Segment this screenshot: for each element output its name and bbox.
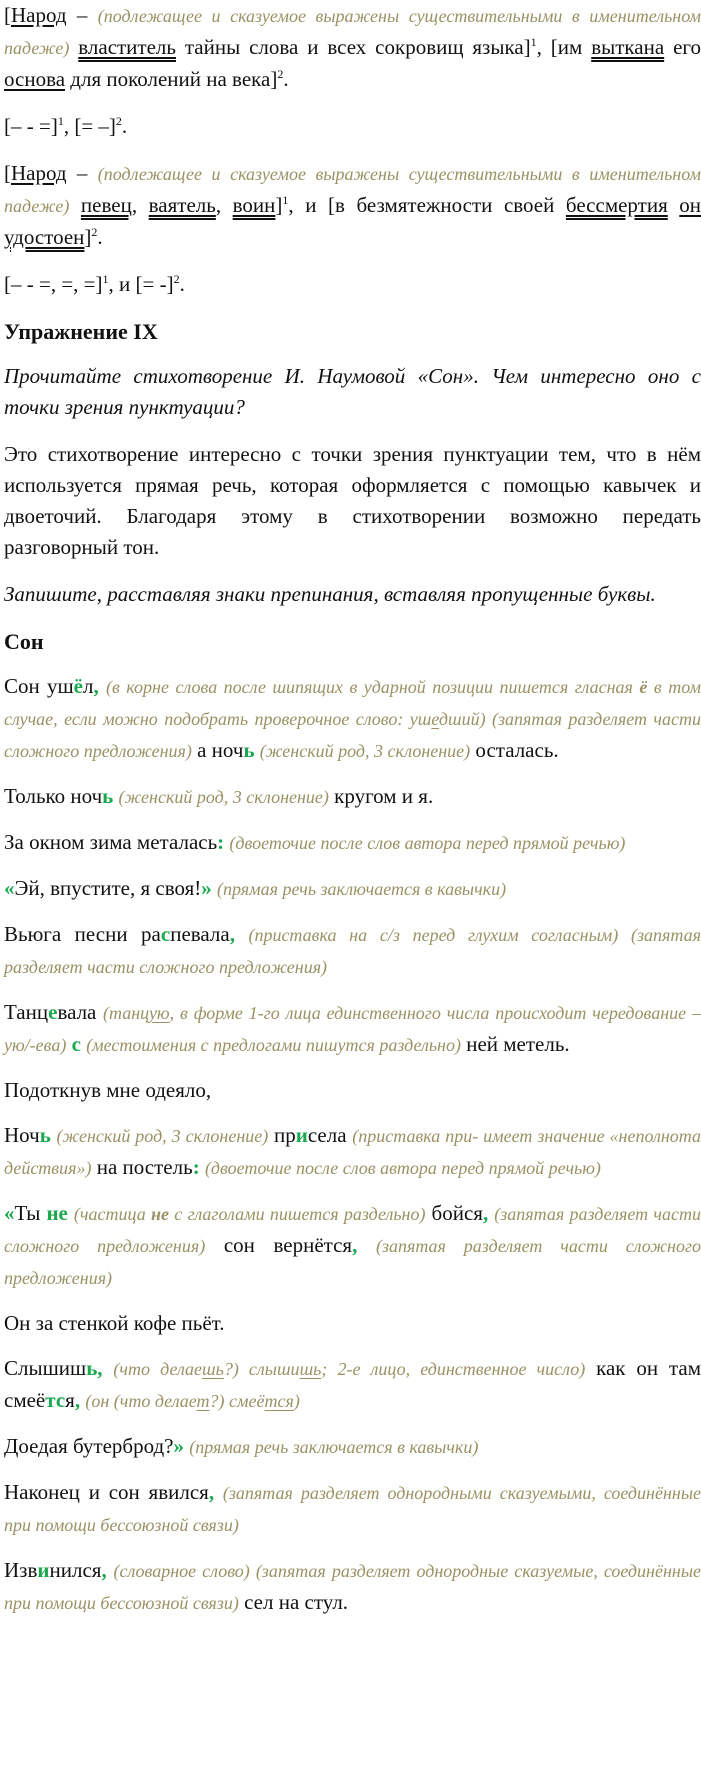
comment: (он (что делает?) смеётся) <box>85 1391 300 1411</box>
predicate-word: певец <box>80 193 132 217</box>
scheme-2: [‒ - =, =, =]$^1$, и [= -]$^2$. <box>4 272 185 296</box>
poem-line-5: Вьюга песни распевала, (приставка на с/з перед глухим согласным) (запятая разделяет части сложного предложения) <box>4 922 701 977</box>
scheme-1: [‒ - =]$^1$, [= ‒]$^2$. <box>4 114 128 138</box>
comment: (местоимения с предлогами пишутся раздельно) <box>86 1035 461 1055</box>
subject-word: Народ <box>11 3 67 27</box>
text: его <box>664 35 701 59</box>
inserted-letter: е <box>48 1000 58 1024</box>
poem-line-13: Наконец и сон явился, (запятая разделяет однородными сказуемыми, соединённые при помощи бессоюзной связи) <box>4 1480 701 1535</box>
comment: (женский род, 3 склонение) <box>259 741 471 761</box>
inserted-punct: , <box>352 1233 358 1257</box>
poem-line-2: Только ночь (женский род, 3 склонение) кругом и я. <box>4 784 434 808</box>
poem-line-6: Танцевала (танцую, в форме 1-го лица единственного числа происходит чередование –ую/-ева) с (местоимения с предлогами пишутся раздельно) ней метель. <box>4 1000 701 1056</box>
poem-line-10: Он за стенкой кофе пьёт. <box>4 1311 225 1335</box>
poem-line-1: Сон ушёл, (в корне слова после шипящих в ударной позиции пишется гласная ё в том случае, если можно подобрать проверочное слово: ушедший) (запятая разделяет части сложного предложения) а ночь (женский род, 3 склонение) осталась. <box>4 674 701 762</box>
comment: (приставка на с/з перед глухим согласным) (запятая разделяет части сложного предложения) <box>4 925 701 977</box>
inserted-letter: ь <box>243 738 255 762</box>
inserted-letter: с <box>160 922 171 946</box>
comment: (запятая разделяет однородными сказуемыми, соединённые при помощи бессоюзной связи) <box>4 1483 701 1535</box>
comment: (двоеточие после слов автора перед прямой речью) <box>204 1158 601 1178</box>
comment: (запятая разделяет части сложного предложения) <box>4 1204 701 1256</box>
comment: (в корне слова после шипящих в ударной позиции пишется гласная ё в том случае, если можно подобрать проверочное слово: ушедший) (запятая разделяет части сложного предложения) <box>4 677 701 761</box>
inserted-letter: и <box>295 1123 308 1147</box>
comment: (прямая речь заключается в кавычки) <box>217 879 507 899</box>
poem-line-8: Ночь (женский род, 3 склонение) присела (приставка при- имеет значение «неполнота действия») на постель: (двоеточие после слов автора перед прямой речью) <box>4 1123 701 1179</box>
poem-line-12: Доедая бутерброд?» (прямая речь заключается в кавычки) <box>4 1434 479 1458</box>
sentence-analysis-1 <box>4 0 701 95</box>
inserted-letter: тс <box>45 1388 66 1412</box>
inserted-punct: : <box>192 1155 200 1179</box>
comment: (женский род, 3 склонение) <box>118 787 329 807</box>
comment: (запятая разделяет части сложного предложения) <box>4 1236 701 1288</box>
inserted-punct: , <box>208 1480 215 1504</box>
comment: (приставка при- имеет значение «неполнота действия») <box>4 1126 701 1178</box>
inserted-punct: , <box>482 1201 489 1225</box>
inserted-punct: » <box>201 876 212 900</box>
inserted-punct: « <box>4 1201 15 1225</box>
poem-line-4: «Эй, впустите, я своя!» (прямая речь заключается в кавычки) <box>4 876 507 900</box>
clause-index: 1 <box>530 35 537 49</box>
comment: (подлежащее и сказуемое выражены существительными в именительном падеже) <box>4 6 701 58</box>
inserted-punct: : <box>217 830 225 854</box>
subject-word: Народ <box>11 161 67 185</box>
predicate-word: властитель <box>78 35 176 59</box>
comment: (подлежащее и сказуемое выражены существительными в именительном падеже) <box>4 164 701 216</box>
inserted-word: не <box>46 1201 68 1225</box>
poem-line-9: «Ты не (частица не с глаголами пишется раздельно) бойся, (запятая разделяет части сложного предложения) сон вернётся, (запятая разделяет части сложного предложения) <box>4 1201 701 1288</box>
text: , [им <box>536 35 592 59</box>
poem-line-11: Слышишь, (что делаешь?) слышишь; 2-е лицо, единственное число) как он там смеётся, (он (что делает?) смеётся) <box>4 1356 701 1412</box>
inserted-punct: , <box>74 1388 81 1412</box>
inserted-punct: , <box>101 1558 107 1582</box>
sentence-analysis-2: [Народ – (подлежащее и сказуемое выражены существительными в именительном падеже) певец, ваятель, воин]$^1$, и [в безмятежности своей бессмертия он удостоен]$^2$. <box>4 161 701 249</box>
comment: (танцую, в форме 1-го лица единственного числа происходит чередование –ую/-ева) <box>4 1003 701 1055</box>
inserted-letter: и <box>37 1558 50 1582</box>
predicate-word: выткана <box>591 35 665 59</box>
dash: – <box>66 3 98 27</box>
comment: (двоеточие после слов автора перед прямой речью) <box>229 833 626 853</box>
inserted-punct: » <box>173 1434 185 1458</box>
inserted-letter: ь <box>39 1123 51 1147</box>
predicate-word: ваятель <box>148 193 216 217</box>
clause-index: 2 <box>277 67 284 81</box>
comment: (частица не с глаголами пишется раздельно) <box>73 1204 426 1224</box>
poem-title: Сон <box>4 629 44 654</box>
text: тайны слова и всех сокровищ языка] <box>175 35 531 59</box>
inserted-letter: ё <box>73 674 83 698</box>
text: . <box>283 67 289 91</box>
inserted-punct: , <box>229 922 235 946</box>
inserted-punct: « <box>4 876 15 900</box>
poem-line-14: Извинился, (словарное слово) (запятая разделяет однородные сказуемые, соединённые при помощи бессоюзной связи) сел на стул. <box>4 1558 701 1614</box>
task-2: Запишите, расставляя знаки препинания, вставляя пропущенные буквы. <box>4 582 656 606</box>
inserted-punct: , <box>93 674 99 698</box>
task-1: Прочитайте стихотворение И. Наумовой «Сон». Чем интересно оно с точки зрения пунктуации? <box>4 364 701 419</box>
poem-line-7: Подоткнув мне одеяло, <box>4 1078 212 1102</box>
comment: (что делаешь?) слышишь; 2-е лицо, единственное число) <box>113 1359 586 1379</box>
inserted-letter: ь <box>86 1356 98 1380</box>
predicate-word: удостоен <box>4 225 85 249</box>
text: для поколений на века] <box>65 67 278 91</box>
poem-line-3: За окном зима металась: (двоеточие после слов автора перед прямой речью) <box>4 830 626 854</box>
subject-word: основа <box>4 67 66 91</box>
predicate-word: бессмертия <box>565 193 668 217</box>
inserted-letter: ь <box>102 784 114 808</box>
comment: (словарное слово) (запятая разделяет однородные сказуемые, соединённые при помощи бессоюзной связи) <box>4 1561 701 1613</box>
inserted-punct: , <box>97 1356 103 1380</box>
predicate-word: воин <box>232 193 276 217</box>
answer-1: Это стихотворение интересно с точки зрения пунктуации тем, что в нём используется прямая речь, которая оформляется с помощью кавычек и двоеточий. Благодаря этому в стихотворении возможно передать разговорный тон. <box>4 442 701 559</box>
subject-word: он <box>679 193 701 217</box>
bracket: [ <box>4 3 11 27</box>
comment: (женский род, 3 склонение) <box>56 1126 269 1146</box>
inserted-word: с <box>71 1032 81 1056</box>
comment: (прямая речь заключается в кавычки) <box>189 1437 479 1457</box>
exercise-title: Упражнение IX <box>4 319 158 344</box>
